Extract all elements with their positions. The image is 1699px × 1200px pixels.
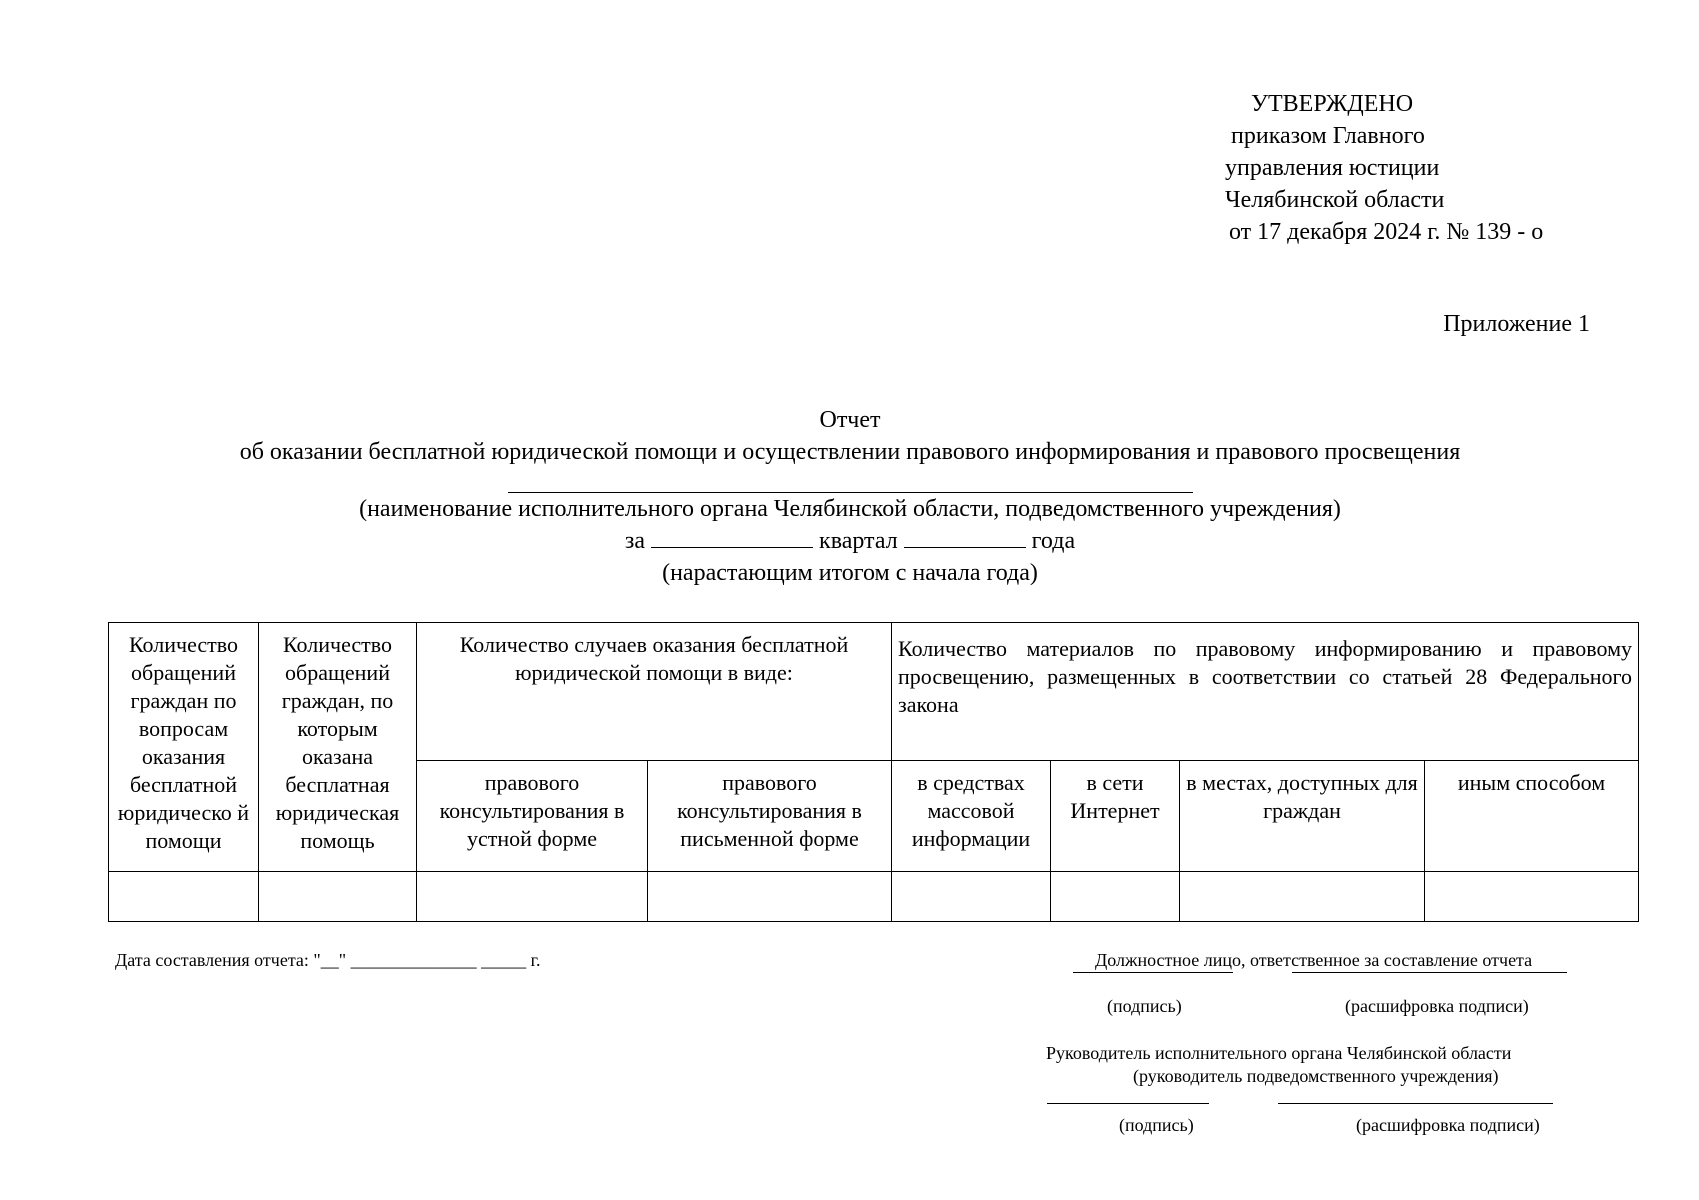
officer-title: Должностное лицо, ответственное за составление отчета [1095,950,1533,970]
head-signature-line [1047,1103,1209,1104]
report-heading: Отчет [819,407,881,433]
quarter-blank [651,527,813,548]
approval-order-line: приказом Главного [1231,123,1425,149]
officer-signature-caption: (подпись) [1107,996,1182,1016]
header-information-materials: Количество материалов по правовому информированию и правовому просвещению, размещенных в соответствии со статьей 28 Федерального закона [892,623,1639,761]
period-year-label: года [1031,528,1076,554]
header-requests-total: Количество обращений граждан по вопросам оказания бесплатной юридическо й помощи [109,623,259,872]
head-decode-caption: (расшифровка подписи) [1356,1115,1540,1135]
report-subheading: об оказании бесплатной юридической помощи и осуществлении правового информирования и правового просвещения [239,439,1461,465]
data-cell-4[interactable] [648,871,892,921]
data-cell-6[interactable] [1051,871,1180,921]
organization-blank-line [508,472,1193,493]
report-title-block [100,404,1600,589]
data-cell-5[interactable] [892,871,1051,921]
head-title-line-1: Руководитель исполнительного органа Челябинской области [1046,1043,1512,1063]
head-signature-caption: (подпись) [1119,1115,1194,1135]
header-internet: в сети Интернет [1051,761,1180,871]
table-header-row-1 [109,623,1639,761]
header-oral-consultation: правового консультирования в устной форме [417,761,648,871]
officer-signature-line [1073,972,1233,973]
header-requests-helped: Количество обращений граждан, по которым оказана бесплатная юридическая помощь [259,623,417,872]
approval-department-line: управления юстиции [1225,155,1440,181]
period-quarter-label: квартал [819,528,898,554]
approval-stamp [1225,88,1645,248]
approval-heading: УТВЕРЖДЕНО [1251,91,1414,117]
officer-decode-caption: (расшифровка подписи) [1345,996,1529,1016]
data-cell-8[interactable] [1425,871,1639,921]
year-blank [904,527,1026,548]
data-cell-3[interactable] [417,871,648,921]
approval-date-line: от 17 декабря 2024 г. № 139 - о [1229,219,1544,245]
appendix-label: Приложение 1 [1443,311,1590,337]
header-mass-media: в средствах массовой информации [892,761,1051,871]
head-decode-line [1278,1103,1553,1104]
approval-region-line: Челябинской области [1225,187,1445,213]
report-table [108,622,1639,922]
header-legal-aid-cases: Количество случаев оказания бесплатной юридической помощи в виде: [417,623,892,761]
data-cell-7[interactable] [1180,871,1425,921]
header-other-way: иным способом [1425,761,1639,871]
header-written-consultation: правового консультирования в письменной форме [648,761,892,871]
table-data-row [109,871,1639,921]
data-cell-2[interactable] [259,871,417,921]
period-prefix: за [624,528,646,554]
head-title-line-2: (руководитель подведомственного учреждения) [1133,1066,1499,1086]
period-line [100,525,1600,557]
officer-decode-line [1292,972,1567,973]
data-cell-1[interactable] [109,871,259,921]
organization-caption: (наименование исполнительного органа Челябинской области, подведомственного учреждения) [359,496,1341,522]
report-date-line: Дата составления отчета: "__" ______________ _____ г. [115,950,541,970]
cumulative-note: (нарастающим итогом с начала года) [662,560,1038,586]
header-public-places: в местах, доступных для граждан [1180,761,1425,871]
